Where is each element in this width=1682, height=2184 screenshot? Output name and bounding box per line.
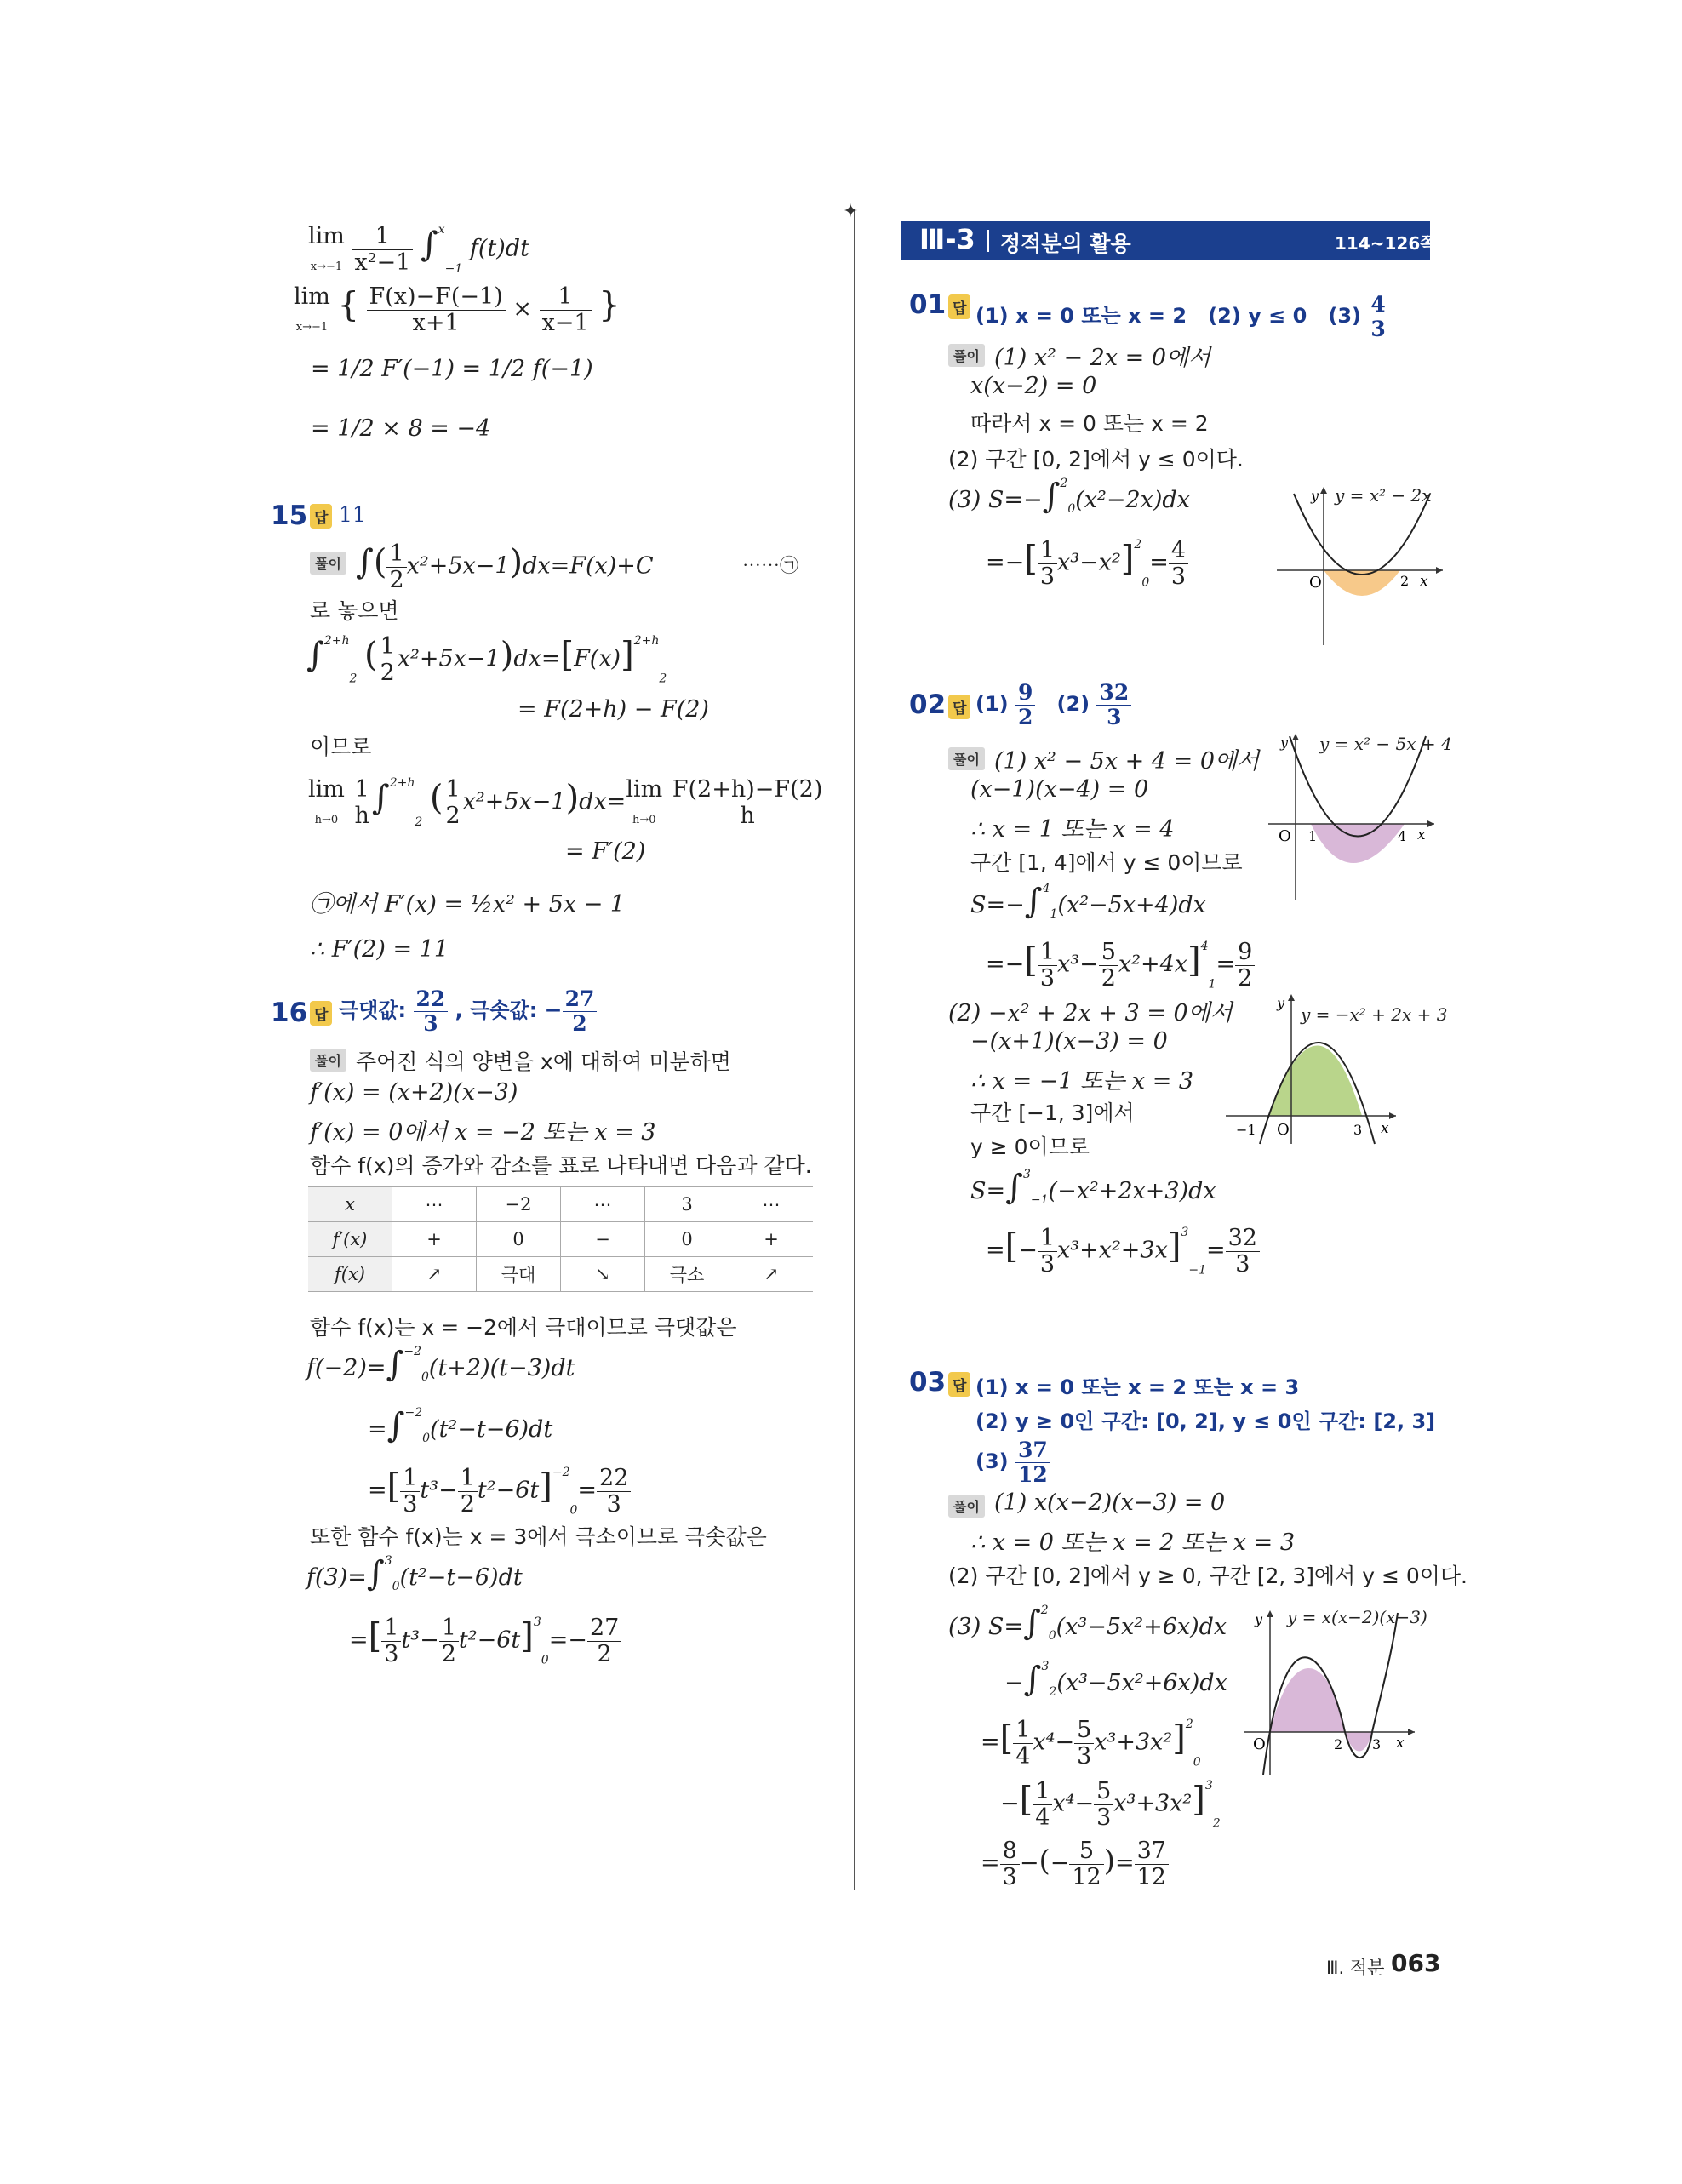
p16-solution-badge: 풀이 (310, 1049, 346, 1072)
chapter-label: Ⅲ-3 (919, 223, 975, 255)
p02-line-7: ∴ x = −1 또는 x = 3 (970, 1068, 1194, 1095)
p03-result-1: =[ $\frac{1}{4}$ x⁴− $\frac{5}{3}$ x³+3x²]$^2$0 (981, 1717, 1201, 1769)
problem-02-number: 02 (909, 689, 947, 720)
p15-text-1: 로 놓으면 (310, 598, 399, 623)
axis-neg1-label: −1 (1236, 1122, 1256, 1138)
p16-text-4: 함수 f(x)의 증가와 감소를 표로 나타내면 다음과 같다. (310, 1153, 812, 1178)
p01-line-4: (2) 구간 [0, 2]에서 y ≤ 0이다. (948, 447, 1244, 472)
graph-p03 (1244, 1609, 1440, 1779)
x-axis-arrow-icon (1436, 567, 1443, 574)
p15-answer: 11 (339, 502, 366, 527)
area-fill (1311, 824, 1405, 863)
p15-solution-badge: 풀이 (310, 552, 346, 575)
p02-line-1: (1) x² − 5x + 4 = 0에서 (994, 748, 1260, 775)
p01-solution-badge: 풀이 (948, 344, 985, 367)
divider-ornament-icon: ✦ (843, 201, 859, 222)
footer-section: Ⅲ. 적분 (1326, 1958, 1385, 1978)
p16-text-5: 함수 f(x)는 x = −2에서 극대이므로 극댓값은 (310, 1315, 737, 1340)
curve (1294, 494, 1430, 575)
area-fill-positive (1270, 1668, 1345, 1732)
axis-1-label: 1 (1308, 828, 1318, 844)
axis-y-label: y (1311, 488, 1319, 504)
p15-circle-mark: ⋯⋯㉠ (742, 556, 799, 577)
p16-max-result: =[ $\frac{1}{3}$ t³− $\frac{1}{2}$ t²−6t]$^{-2}$0= $\frac{22}{3}$ (368, 1466, 631, 1517)
p01-answer: (1) x = 0 또는 x = 2 (2) y ≤ 0 (3) $\frac{4}{3}$ (975, 293, 1388, 340)
limit-line-2: lim x→−1 { $\frac{F(x)-F(-1)}{x+1}$ × $\frac{1}{x-1}$ } (294, 283, 621, 336)
p03-answer-1: (1) x = 0 또는 x = 2 또는 x = 3 (975, 1375, 1300, 1399)
axis-x-label: x (1381, 1120, 1389, 1137)
p02-answer-badge: 답 (948, 695, 970, 719)
header-separator (987, 230, 989, 252)
y-axis-arrow-icon (1292, 734, 1299, 740)
p16-text-1: 주어진 식의 양변을 x에 대하여 미분하면 (356, 1049, 731, 1074)
p03-line-1: (1) x(x−2)(x−3) = 0 (994, 1489, 1226, 1516)
axis-o-label: O (1309, 574, 1322, 592)
y-axis-arrow-icon (1288, 994, 1295, 1001)
axis-x-label: x (1420, 573, 1428, 590)
p02-line-5: (2) −x² + 2x + 3 = 0에서 (948, 1000, 1233, 1026)
axis-2-label: 2 (1400, 573, 1410, 589)
p15-integral-2: ∫$^{2+h}$2 ( $\frac{1}{2}$ $x^2+5x-1)dx=[F(x)]^{2+h}2$ (306, 633, 667, 686)
p16-answer-badge: 답 (310, 1001, 332, 1026)
p03-line-2: ∴ x = 0 또는 x = 2 또는 x = 3 (970, 1529, 1295, 1556)
axis-o-label: O (1279, 827, 1291, 845)
problem-01-number: 01 (909, 289, 947, 320)
p16-text-6: 또한 함수 f(x)는 x = 3에서 극소이므로 극솟값은 (310, 1524, 767, 1549)
graph-p01-label: y = x² − 2x (1335, 485, 1432, 506)
p03-solution-badge: 풀이 (948, 1495, 985, 1518)
p15-limit: lim h→0 $\frac{1}{h}$ ∫$^{2+h}$2 ( $\frac{1}{2}$ x²+5x−1)dx=lim h→0 $\frac{F(2+h)-F(2)}{h}$ (308, 776, 825, 829)
footer-page-number: 063 (1391, 1949, 1441, 1977)
section-title: 정적분의 활용 (1000, 232, 1131, 256)
p16-answer: 극댓값: $\frac{22}{3}$ , 극솟값: − $\frac{27}{2}$ (339, 987, 597, 1035)
p02-solution-badge: 풀이 (948, 747, 985, 770)
p16-max-integral-2: =∫$^{-2}$0(t²−t−6)dt (368, 1406, 553, 1445)
p15-integral-def: ∫( $\frac{1}{2}$ x²+5x−1)dx=F(x)+C (356, 540, 654, 593)
problem-16-number: 16 (271, 998, 308, 1028)
axis-y-label: y (1280, 735, 1289, 751)
p16-line-3: f′(x) = 0에서 x = −2 또는 x = 3 (310, 1119, 656, 1146)
p03-result-2: −[ $\frac{1}{4}$ x⁴− $\frac{5}{3}$ x³+3x²]$^3$2 (1000, 1778, 1221, 1831)
graph-p02-2-label: y = −x² + 2x + 3 (1301, 1004, 1448, 1025)
p02-answer: (1) $\frac{9}{2}$ (2) $\frac{32}{3}$ (975, 681, 1131, 729)
p02-result-2: =[− $\frac{1}{3}$ x³+x²+3x]$^3$−1= $\frac{32}{3}$ (986, 1226, 1260, 1277)
problem-15-number: 15 (271, 500, 308, 531)
p03-answer-3: (3) $\frac{37}{12}$ (975, 1438, 1050, 1486)
p15-text-2: 이므로 (310, 735, 372, 759)
limit-line-3: = 1/2 F′(−1) = 1/2 f(−1) (311, 356, 593, 382)
p02-line-8: 구간 [−1, 3]에서 (970, 1101, 1135, 1125)
axis-3-label: 3 (1372, 1736, 1382, 1752)
x-axis-arrow-icon (1389, 1112, 1396, 1119)
p01-line-1: (1) x² − 2x = 0에서 (994, 345, 1211, 371)
p15-line-ff: = F(2+h) − F(2) (518, 696, 709, 723)
p02-line-9: y ≥ 0이므로 (970, 1135, 1090, 1159)
graph-p02-1-label: y = x² − 5x + 4 (1319, 734, 1452, 754)
p15-therefore: ∴ F′(2) = 11 (310, 936, 449, 963)
p16-line-2: f′(x) = (x+2)(x−3) (310, 1079, 518, 1106)
p16-max-integral: f(−2)=∫$^{-2}$0(t+2)(t−3)dt (306, 1345, 575, 1384)
y-axis-arrow-icon (1320, 487, 1327, 494)
p01-answer-badge: 답 (948, 294, 970, 319)
p02-integral-1: S=−∫$^4$1(x²−5x+4)dx (970, 882, 1206, 921)
p03-line-3: (2) 구간 [0, 2]에서 y ≥ 0, 구간 [2, 3]에서 y ≤ 0이다. (948, 1564, 1467, 1588)
axis-2-label: 2 (1334, 1736, 1343, 1752)
limit-line-4: = 1/2 × 8 = −4 (311, 415, 491, 442)
graph-p01 (1277, 485, 1447, 647)
table-row: f′(x) + 0 − 0 + (308, 1222, 813, 1257)
axis-x-label: x (1417, 826, 1426, 843)
p15-from-circle: ㉠에서 F′(x) = ½x² + 5x − 1 (310, 891, 626, 918)
p03-answer-badge: 답 (948, 1372, 970, 1397)
p03-result-3: = $\frac{8}{3}$ −(− $\frac{5}{12}$ )= $\frac{37}{12}$ (981, 1838, 1169, 1890)
p01-result: =−[ $\frac{1}{3}$ x³−x²]$^2$0= $\frac{4}{3}$ (986, 538, 1188, 589)
column-divider (854, 209, 855, 1890)
page-range: 114~126쪽 (1335, 233, 1437, 254)
table-row: x ⋯ −2 ⋯ 3 ⋯ (308, 1187, 813, 1222)
axis-o-label: O (1253, 1735, 1266, 1753)
graph-p03-label: y = x(x−2)(x−3) (1287, 1607, 1427, 1627)
p03-answer-2: (2) y ≥ 0인 구간: [0, 2], y ≤ 0인 구간: [2, 3] (975, 1409, 1436, 1433)
axis-y-label: y (1277, 995, 1285, 1011)
p02-line-3: ∴ x = 1 또는 x = 4 (970, 816, 1175, 843)
p01-line-2: x(x−2) = 0 (970, 373, 1097, 399)
increase-decrease-table (308, 1186, 813, 1292)
p02-line-2: (x−1)(x−4) = 0 (970, 776, 1149, 803)
p16-min-integral: f(3)=∫$^3$0(t²−t−6)dt (306, 1554, 523, 1593)
axis-o-label: O (1277, 1121, 1290, 1139)
p02-result-1: =−[ $\frac{1}{3}$ x³− $\frac{5}{2}$ x²+4x]$^4$1= $\frac{9}{2}$ (986, 940, 1255, 991)
p16-min-result: =[ $\frac{1}{3}$ t³− $\frac{1}{2}$ t²−6t]$^3$0=− $\frac{27}{2}$ (349, 1615, 621, 1667)
limit-line-1: lim x→−1 $\frac{1}{\text{x²−1}}$ ∫$^x$−1 f(t)dt (308, 222, 529, 276)
axis-4-label: 4 (1398, 828, 1407, 844)
problem-03-number: 03 (909, 1367, 947, 1398)
p01-line-3: 따라서 x = 0 또는 x = 2 (970, 411, 1209, 436)
p01-integral: (3) S=−∫$^2$0(x²−2x)dx (948, 477, 1190, 516)
p02-line-4: 구간 [1, 4]에서 y ≤ 0이므로 (970, 850, 1243, 875)
y-axis-arrow-icon (1267, 1610, 1273, 1617)
p15-fprime2: = F′(2) (565, 838, 646, 865)
x-axis-arrow-icon (1408, 1729, 1415, 1735)
axis-y-label: y (1255, 1611, 1263, 1627)
p02-line-6: −(x+1)(x−3) = 0 (970, 1028, 1168, 1055)
x-axis-arrow-icon (1427, 820, 1434, 827)
p02-integral-2: S=∫$^3$−1(−x²+2x+3)dx (970, 1168, 1216, 1207)
axis-3-label: 3 (1353, 1122, 1363, 1138)
p03-integral-2: −∫$^3$2(x³−5x²+6x)dx (1004, 1660, 1227, 1699)
p03-integral-1: (3) S=∫$^2$0(x³−5x²+6x)dx (948, 1604, 1227, 1643)
graph-p02-1 (1268, 732, 1439, 902)
p15-answer-badge: 답 (310, 504, 332, 529)
axis-x-label: x (1396, 1735, 1405, 1752)
table-row: f(x) ↗ 극대 ↘ 극소 ↗ (308, 1257, 813, 1292)
